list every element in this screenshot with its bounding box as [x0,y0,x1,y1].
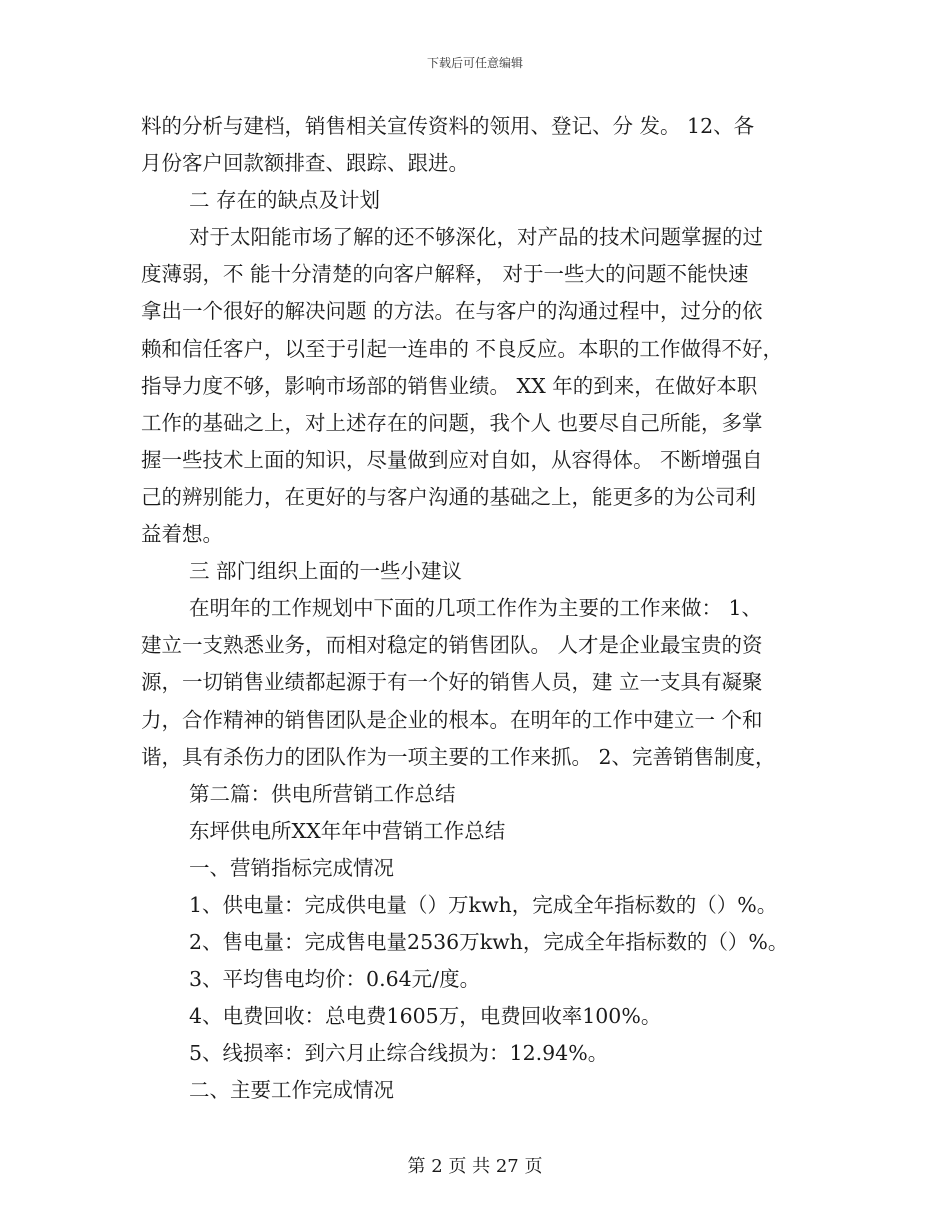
text-line: 1、供电量：完成供电量（）万kwh，完成全年指标数的（）%。 [189,892,778,917]
text-line: 第二篇：供电所营销工作总结 [189,781,456,806]
text-line: 5、线损率：到六月止综合线损为：12.94%。 [189,1041,609,1066]
text-line: 二 存在的缺点及计划 [189,188,381,213]
text-line: 二、主要工作完成情况 [189,1078,394,1103]
text-line: 4、电费回收：总电费1605万，电费回收率100%。 [189,1004,662,1029]
text-line: 握一些技术上面的知识，尽量做到应对自如，从容得体。 不断增强自 [141,447,763,472]
text-line: 指导力度不够，影响市场部的销售业绩。 XX 年的到来，在做好本职 [141,373,758,398]
text-line: 月份客户回款额排查、跟踪、跟进。 [141,151,469,176]
text-line: 赖和信任客户，以至于引起一连串的 不良反应。本职的工作做得不好， [141,336,784,361]
text-line: 拿出一个很好的解决问题 的方法。在与客户的沟通过程中，过分的依 [141,299,763,324]
text-line: 3、平均售电均价：0.64元/度。 [189,967,481,992]
text-line: 对于太阳能市场了解的还不够深化，对产品的技术问题掌握的过 [189,225,763,250]
text-line: 谐，具有杀伤力的团队作为一项主要的工作来抓。 2、完善销售制度， [141,744,776,769]
text-line: 源，一切销售业绩都起源于有一个好的销售人员，建 立一支具有凝聚 [141,670,763,695]
page-footer: 第 2 页 共 27 页 [407,1156,543,1177]
text-line: 2、售电量：完成售电量2536万kwh，完成全年指标数的（）%。 [189,930,789,955]
text-line: 在明年的工作规划中下面的几项工作作为主要的工作来做： 1、 [189,596,763,621]
document-body [141,108,811,1110]
text-line: 建立一支熟悉业务，而相对稳定的销售团队。 人才是企业最宝贵的资 [141,633,763,658]
text-line: 东坪供电所XX年年中营销工作总结 [189,818,506,843]
text-line: 料的分析与建档，销售相关宣传资料的领用、登记、分 发。 12、各 [141,114,755,138]
text-line: 己的辨别能力，在更好的与客户沟通的基础之上，能更多的为公司利 [141,484,756,509]
text-line: 益着想。 [141,522,223,547]
text-line: 三 部门组织上面的一些小建议 [189,559,463,584]
text-line: 力，合作精神的销售团队是企业的根本。在明年的工作中建立一 个和 [141,707,763,732]
header-note: 下载后可任意编辑 [426,56,523,70]
text-line: 工作的基础之上，对上述存在的问题，我个人 也要尽自己所能，多掌 [141,410,763,435]
text-line: 度薄弱，不 能十分清楚的向客户解释， 对于一些大的问题不能快速 [141,262,749,287]
text-line: 一、营销指标完成情况 [189,855,394,880]
